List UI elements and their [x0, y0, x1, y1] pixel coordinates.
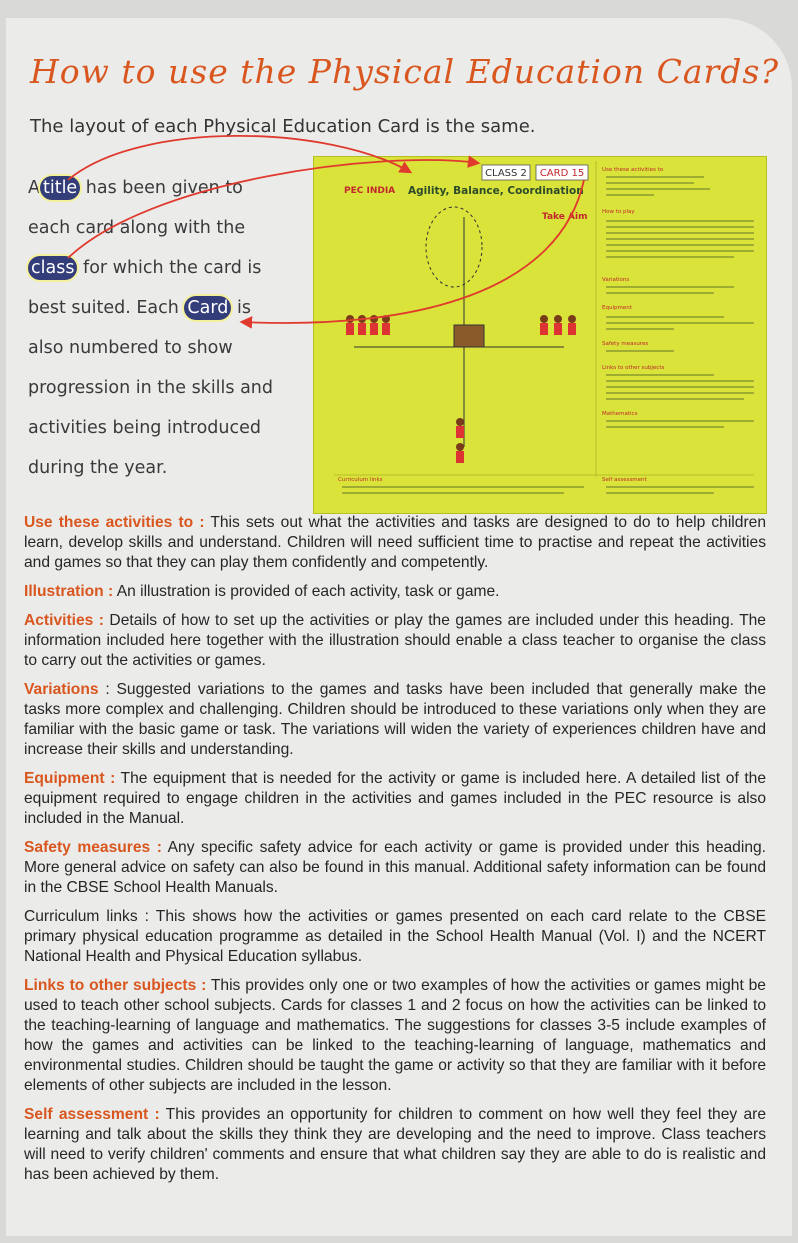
explanation-line: during the year. — [28, 458, 168, 478]
section-activities: Activities : Details of how to set up the activities or play the games are included under this heading. The information included here together with the illustration should enable a class teacher to organise the class to carry out the activities or games. — [24, 612, 766, 669]
section-use-these-activities: Use these activities to : This sets out what the activities and tasks are designed to do to help children learn, develop skills and understand. Children will need sufficient time to practise and repeat the activities and games so that they can play them confidently and competently. — [24, 514, 766, 571]
svg-text:Links to other subjects: Links to other subjects — [602, 365, 665, 371]
svg-text:Use these activities to: Use these activities to — [602, 167, 664, 173]
svg-text:How to play: How to play — [602, 209, 635, 215]
svg-text:Curriculum links: Curriculum links — [338, 477, 383, 483]
section-self-assessment: Self assessment : This provides an opportunity for children to comment on how well they feel they are learning and talk about the skills they think they are developing and the need to improve. Class teachers will need to verify children' comments and ensure that what children say they are able to do is realistic and has been achieved by them. — [24, 1106, 767, 1183]
class-arrow — [68, 160, 478, 258]
section-curriculum-links: Curriculum links : This shows how the activities or games presented on each card relate to the CBSE primary physical education programme as detailed in the School Health Manual (Vol. I) and the NCERT National Health and Physical Education syllabus. — [24, 908, 766, 965]
explanation-line: each card along with the — [28, 218, 246, 238]
explanation-line: progression in the skills and — [28, 378, 274, 398]
class-highlight: class — [28, 256, 77, 280]
section-safety-measures: Safety measures : Any specific safety advice for each activity or game is provided under this heading. More general advice on safety can also be found in this manual. Additional safety information can be found in the CBSE School Health Manuals. — [24, 839, 766, 896]
card-arrow — [242, 180, 584, 323]
svg-text:Safety measures: Safety measures — [602, 341, 649, 347]
card-label: CARD 15 — [539, 168, 585, 179]
page-title: How to use the Physical Education Cards? — [30, 52, 780, 91]
section-descriptions — [24, 513, 766, 1194]
explanation-line: activities being introduced — [28, 418, 261, 438]
explanation-line: A title has been given to — [28, 178, 243, 198]
explanation-line: class for which the card is — [28, 252, 296, 292]
section-equipment: Equipment : The equipment that is needed for the activity or game is included here. A detailed list of the equipment required to engage children in the activities and games included in the PEC resource is also included in the Manual. — [24, 770, 766, 827]
svg-text:Variations: Variations — [602, 277, 630, 283]
explanation-line: best suited. Each Card is — [28, 298, 251, 318]
intro-text: The layout of each Physical Education Card is the same. — [30, 116, 536, 137]
card-activity-name: Take Aim — [542, 212, 588, 222]
svg-text:Mathematics: Mathematics — [602, 411, 638, 417]
svg-text:Equipment: Equipment — [602, 305, 632, 311]
card-heading: Agility, Balance, Coordination — [408, 185, 584, 197]
card-highlight: Card — [184, 296, 231, 320]
section-links-to-other-subjects: Links to other subjects : This provides only one or two examples of how the activities or games might be used to teach other school subjects. Cards for classes 1 and 2 focus on how the activities can be linked to the teaching-learning of language and mathematics. The suggestions for classes 3-5 include examples of how the games and activities can be linked to the teaching-learning of language, mathematics and environmental studies. Children should be taught the game or activity so that they are familiar with it before elements of other subjects are included in the lesson. — [24, 977, 766, 1094]
title-highlight: title — [40, 176, 80, 200]
section-illustration: Illustration : An illustration is provided of each activity, task or game. — [24, 583, 500, 600]
section-variations: Variations : Suggested variations to the games and tasks have been included that generally make the tasks more complex and challenging. Children should be introduced to these variations only when they are familiar with the basic game or task. The variations will widen the variety of experiences children have and increase their skills and understanding. — [24, 681, 766, 758]
svg-text:Self assessment: Self assessment — [602, 477, 647, 483]
title-arrow — [68, 136, 410, 180]
class-label: CLASS 2 — [485, 168, 527, 179]
card-logo: PEC INDIA — [344, 186, 396, 196]
explanation-line: also numbered to show — [28, 338, 233, 358]
